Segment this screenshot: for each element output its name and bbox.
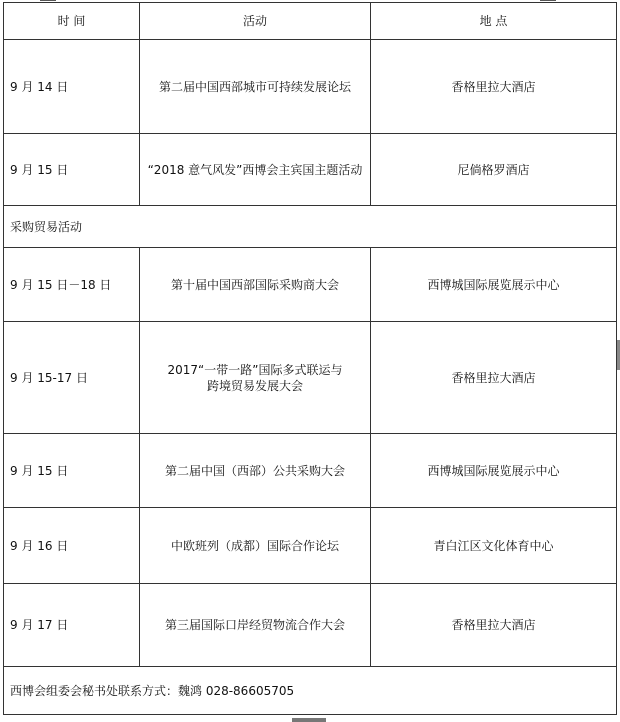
activity-cell: 第十届中国西部国际采购商大会 bbox=[140, 248, 371, 322]
time-cell: 9 月 17 日 bbox=[4, 584, 140, 667]
activity-line: 2017“一带一路”国际多式联运与 bbox=[167, 362, 343, 377]
table-header-row bbox=[4, 3, 617, 40]
table-row bbox=[4, 248, 617, 322]
time-cell: 9 月 15 日 bbox=[4, 434, 140, 508]
table-row bbox=[4, 322, 617, 434]
table-row bbox=[4, 134, 617, 206]
activity-cell: 第二届中国西部城市可持续发展论坛 bbox=[140, 40, 371, 134]
table-row bbox=[4, 584, 617, 667]
activity-line: 跨境贸易发展大会 bbox=[206, 378, 303, 393]
time-cell: 9 月 15-17 日 bbox=[4, 322, 140, 434]
time-cell: 9 月 14 日 bbox=[4, 40, 140, 134]
location-cell: 香格里拉大酒店 bbox=[371, 584, 617, 667]
header-location: 地 点 bbox=[371, 3, 617, 40]
section-row bbox=[4, 206, 617, 248]
header-time: 时 间 bbox=[4, 3, 140, 40]
activity-cell: 第二届中国（西部）公共采购大会 bbox=[140, 434, 371, 508]
activity-cell: 中欧班列（成都）国际合作论坛 bbox=[140, 508, 371, 584]
event-schedule-table bbox=[3, 2, 617, 715]
table-row bbox=[4, 508, 617, 584]
table-row bbox=[4, 434, 617, 508]
header-activity: 活动 bbox=[140, 3, 371, 40]
location-cell: 香格里拉大酒店 bbox=[371, 40, 617, 134]
time-cell: 9 月 15 日 bbox=[4, 134, 140, 206]
location-cell: 香格里拉大酒店 bbox=[371, 322, 617, 434]
location-cell: 西博城国际展览展示中心 bbox=[371, 434, 617, 508]
location-cell: 青白江区文化体育中心 bbox=[371, 508, 617, 584]
time-cell: 9 月 16 日 bbox=[4, 508, 140, 584]
section-title: 采购贸易活动 bbox=[4, 206, 617, 248]
activity-cell: 第三届国际口岸经贸物流合作大会 bbox=[140, 584, 371, 667]
activity-cell: “2018 意气风发”西博会主宾国主题活动 bbox=[140, 134, 371, 206]
top-edge-mark bbox=[540, 0, 556, 1]
top-edge-mark bbox=[40, 0, 56, 1]
bottom-edge-mark bbox=[292, 718, 326, 722]
time-cell: 9 月 15 日－18 日 bbox=[4, 248, 140, 322]
footer-row bbox=[4, 667, 617, 715]
location-cell: 尼倘格罗酒店 bbox=[371, 134, 617, 206]
table-row bbox=[4, 40, 617, 134]
activity-cell bbox=[140, 322, 371, 434]
location-cell: 西博城国际展览展示中心 bbox=[371, 248, 617, 322]
contact-info: 西博会组委会秘书处联系方式：魏鸿 028-86605705 bbox=[4, 667, 617, 715]
